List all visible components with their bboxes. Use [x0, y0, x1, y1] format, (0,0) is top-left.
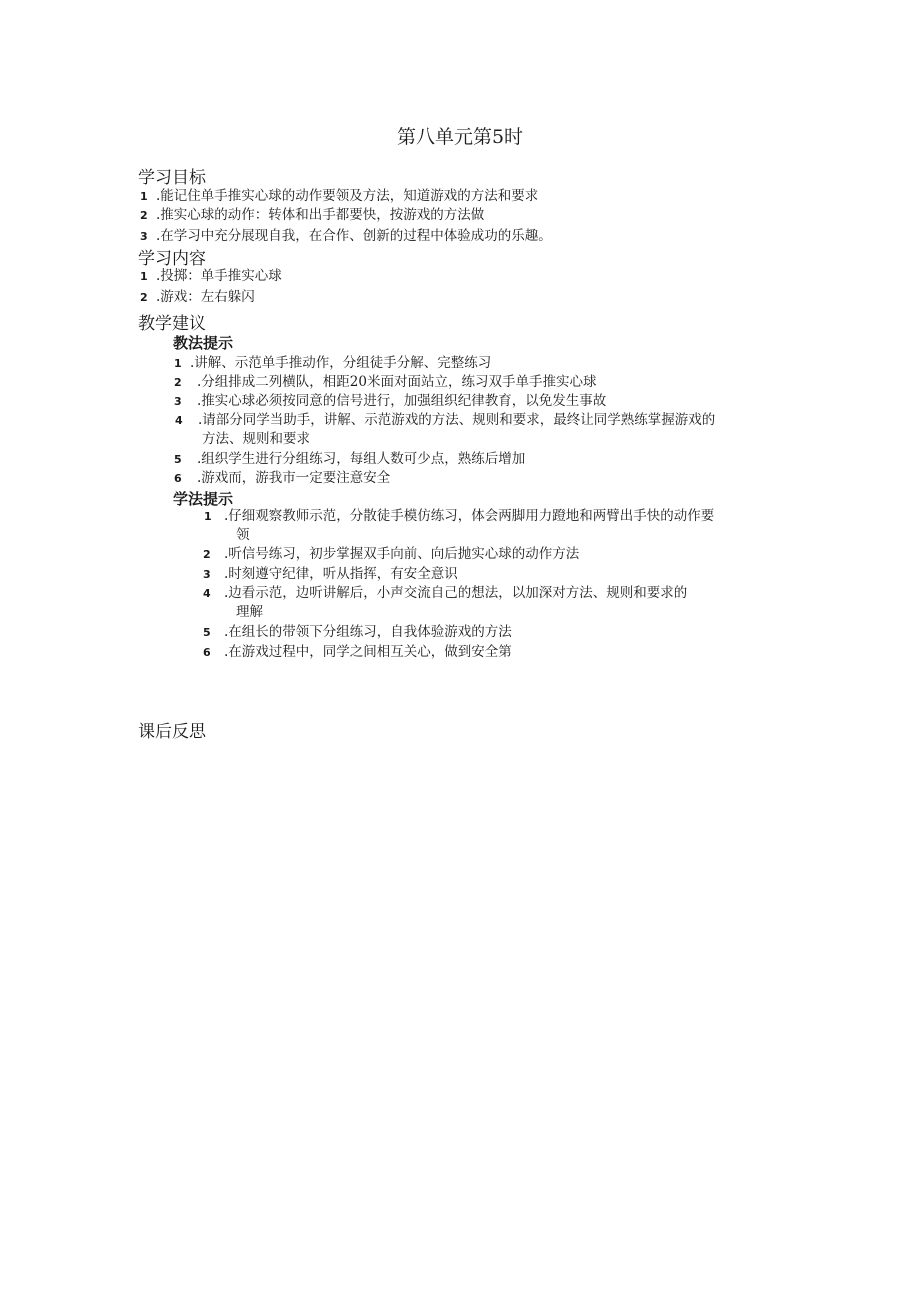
goals-item-number: 3 — [140, 230, 148, 243]
document-title: 第八单元第5时 — [396, 126, 524, 148]
content-item-number: 1 — [140, 270, 148, 283]
teaching-item-text: .游戏而，游我市一定要注意安全 — [197, 470, 391, 486]
content-item-text: .游戏：左右躲闪 — [156, 289, 255, 305]
learning-item-1-continuation: 领 — [236, 527, 250, 543]
teaching-item-6 — [174, 469, 814, 488]
learning-item-6 — [203, 643, 823, 662]
learning-item-text: .听信号练习，初步掌握双手向前、向后抛实心球的动作方法 — [224, 546, 580, 562]
reflection-heading: 课后反思 — [138, 722, 206, 742]
teaching-item-text: .请部分同学当助手，讲解、示范游戏的方法、规则和要求，最终让同学熟练掌握游戏的 — [198, 412, 716, 428]
learning-item-number: 5 — [203, 626, 211, 639]
learning-item-1 — [204, 507, 824, 526]
teaching-item-3 — [174, 392, 814, 411]
suggestions-heading: 教学建议 — [138, 314, 206, 334]
learning-item-3 — [203, 565, 823, 584]
teaching-item-text: .分组排成二列横队，相距20米面对面站立，练习双手单手推实心球 — [197, 374, 597, 390]
goals-item-1 — [140, 187, 860, 206]
teaching-item-5 — [174, 450, 814, 469]
learning-item-text: .时刻遵守纪律，听从指挥，有安全意识 — [224, 566, 458, 582]
teaching-item-number: 1 — [174, 357, 182, 370]
goals-item-3 — [140, 227, 860, 246]
teaching-item-4-continuation: 方法、规则和要求 — [202, 431, 310, 447]
goals-item-text: .能记住单手推实心球的动作要领及方法，知道游戏的方法和要求 — [156, 188, 539, 204]
learning-item-text: .仔细观察教师示范，分散徒手模仿练习，体会两脚用力蹬地和两臂出手快的动作要 — [224, 508, 715, 524]
teaching-item-number: 4 — [175, 414, 183, 427]
learning-item-4 — [203, 584, 823, 603]
teaching-item-text: .推实心球必须按同意的信号进行，加强组织纪律教育，以免发生事故 — [197, 393, 607, 409]
goals-item-text: .推实心球的动作：转体和出手都要快，按游戏的方法做 — [156, 207, 485, 223]
learning-item-number: 3 — [203, 568, 211, 581]
learning-item-number: 6 — [203, 646, 211, 659]
teaching-item-text: .讲解、示范单手推动作，分组徒手分解、完整练习 — [190, 355, 492, 371]
learning-item-5 — [203, 623, 823, 642]
learning-item-number: 2 — [203, 548, 211, 561]
learning-item-text: .在游戏过程中，同学之间相互关心，做到安全第 — [224, 644, 512, 660]
teaching-item-4 — [175, 411, 815, 430]
learning-item-4-continuation: 理解 — [236, 604, 263, 620]
teaching-item-number: 6 — [174, 472, 182, 485]
learning-tips-heading: 学法提示 — [173, 490, 234, 508]
teaching-item-text: .组织学生进行分组练习，每组人数可少点，熟练后增加 — [197, 451, 526, 467]
learning-item-number: 1 — [204, 510, 212, 523]
content-item-text: .投掷：单手推实心球 — [156, 268, 282, 284]
content-heading: 学习内容 — [138, 249, 206, 269]
learning-item-2 — [203, 545, 823, 564]
teaching-item-number: 3 — [174, 395, 182, 408]
learning-item-number: 4 — [203, 587, 211, 600]
goals-item-text: .在学习中充分展现自我，在合作、创新的过程中体验成功的乐趣。 — [156, 228, 552, 244]
content-item-number: 2 — [140, 291, 148, 304]
teaching-item-1 — [174, 354, 814, 373]
goals-item-2 — [140, 206, 860, 225]
teaching-item-number: 5 — [174, 453, 182, 466]
goals-item-number: 1 — [140, 190, 148, 203]
content-item-1 — [140, 267, 860, 286]
goals-heading: 学习目标 — [138, 168, 206, 188]
learning-item-text: .在组长的带领下分组练习，自我体验游戏的方法 — [224, 624, 512, 640]
teaching-item-2 — [174, 373, 814, 392]
goals-item-number: 2 — [140, 209, 148, 222]
learning-item-text: .边看示范，边听讲解后，小声交流自己的想法，以加深对方法、规则和要求的 — [224, 585, 688, 601]
teaching-tips-heading: 教法提示 — [173, 334, 234, 352]
teaching-item-number: 2 — [174, 376, 182, 389]
content-item-2 — [140, 288, 860, 307]
